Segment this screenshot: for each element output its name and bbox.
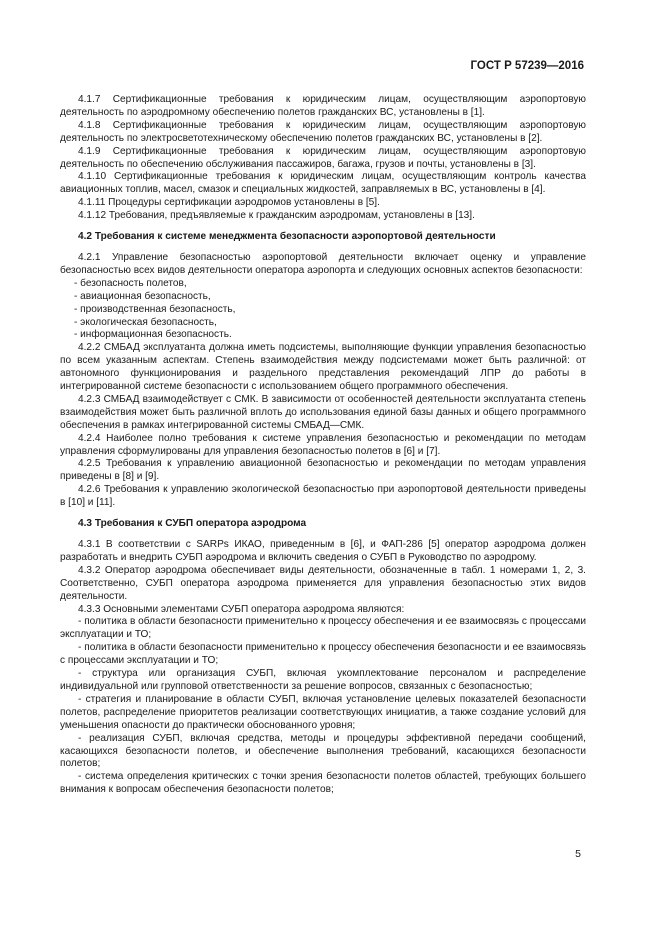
list-item: - политика в области безопасности применительно к процессу обеспечения и ее взаимосвязь с процессами эксплуатации и ТО; [60, 616, 586, 641]
list-item: - безопасность полетов, [74, 277, 187, 289]
list-item: - экологическая безопасность, [74, 316, 217, 328]
document-code: ГОСТ Р 57239—2016 [470, 60, 584, 72]
paragraph-4-2-1: 4.2.1 Управление безопасностью аэропортовой деятельности включает оценку и управление безопасностью всех видов деятельности оператора аэропорта и следующих основных аспектов безопасности: [60, 251, 586, 276]
paragraph-4-2-5: 4.2.5 Требования к управлению авиационной безопасностью и рекомендации по методам управления приведены в [8] и [9]. [60, 458, 586, 483]
paragraph-4-2-4: 4.2.4 Наиболее полно требования к системе управления безопасностью и рекомендации по методам управления сформулированы для управления безопасностью полетов в [6] и [7]. [60, 432, 586, 457]
paragraph-4-1-8: 4.1.8 Сертификационные требования к юридическим лицам, осуществляющим аэропортовую деятельность по электросветотехническому обеспечению полетов гражданских ВС, установлены в [2]. [60, 119, 586, 144]
paragraph-4-2-3: 4.2.3 СМБАД взаимодействует с СМК. В зависимости от особенностей деятельности эксплуатанта степень взаимодействия может быть различной вплоть до использования единой базы данных и общего программного обеспечения в рамках интегрированной системы СМБАД—СМК. [60, 393, 586, 431]
paragraph-4-2-6: 4.2.6 Требования к управлению экологической безопасностью при аэропортовой деятельности приведены в [10] и [11]. [60, 484, 586, 509]
list-item: - стратегия и планирование в области СУБП, включая установление целевых показателей безопасности полетов, распределение приоритетов реализации соответствующих инициатив, а также создание условий для уменьшения опасности до практически обоснованного уровня; [60, 693, 586, 731]
paragraph-4-1-7: 4.1.7 Сертификационные требования к юридическим лицам, осуществляющим аэропортовую деятельность по аэродромному обеспечению полетов гражданских ВС, установлены в [1]. [60, 94, 586, 118]
paragraph-4-3-3: 4.3.3 Основными элементами СУБП оператора аэродрома являются: [78, 603, 405, 615]
paragraph-4-1-11: 4.1.11 Процедуры сертификации аэродромов установлены в [5]. [78, 197, 380, 209]
paragraph-4-2-2: 4.2.2 СМБАД эксплуатанта должна иметь подсистемы, выполняющие функции управления безопасностью по всем указанным аспектам. Степень взаимодействия между подсистемами может быть различной: от автономного функционирования и раздельного представления рекомендаций ЛПР до работы в интегрированной системе безопасности с использованием общего программного обеспечения. [60, 342, 586, 393]
list-item: - производственная безопасность, [74, 303, 236, 315]
page-body [60, 94, 586, 797]
paragraph-4-3-1: 4.3.1 В соответствии с SARPs ИКАО, приведенным в [6], и ФАП-286 [5] оператор аэродрома должен разработать и внедрить СУБП аэродрома и включить сведения о СУБП в Руководство по аэродрому. [60, 539, 586, 563]
paragraph-4-1-10: 4.1.10 Сертификационные требования к юридическим лицам, осуществляющим контроль качества авиационных топлив, масел, смазок и специальных жидкостей, заправляемых в ВС, установлены в [4]. [60, 171, 586, 196]
list-item: - авиационная безопасность, [74, 290, 211, 302]
paragraph-4-3-2: 4.3.2 Оператор аэродрома обеспечивает виды деятельности, обозначенные в табл. 1 номерами 1, 2, 3. Соответственно, СУБП оператора аэродрома применяется для управления безопасностью этих видов деятельности. [60, 564, 586, 602]
list-item: - структура или организация СУБП, включая укомплектование персоналом и распределение индивидуальной или групповой ответственности за решение вопросов, связанных с безопасностью; [60, 668, 586, 692]
list-item: - информационная безопасность. [74, 329, 232, 341]
paragraph-4-1-12: 4.1.12 Требования, предъявляемые к гражданским аэродромам, установлены в [13]. [78, 210, 475, 222]
paragraph-4-1-9: 4.1.9 Сертификационные требования к юридическим лицам, осуществляющим аэропортовую деятельность по обеспечению обслуживания пассажиров, багажа, грузов и почты, установлены в [3]. [60, 145, 586, 170]
section-heading-4-2: 4.2 Требования к системе менеджмента безопасности аэропортовой деятельности [78, 231, 496, 243]
section-heading-4-3: 4.3 Требования к СУБП оператора аэродрома [78, 518, 307, 530]
list-item: - система определения критических с точки зрения безопасности полетов областей, требующих большего внимания к вопросам обеспечения безопасности полетов; [60, 771, 586, 796]
list-item: - реализация СУБП, включая средства, методы и процедуры эффективной передачи сообщений, касающихся безопасности полетов, и обеспечение выполнения требований, касающихся безопасности полетов; [60, 732, 586, 770]
page-number: 5 [575, 848, 581, 860]
list-item: - политика в области безопасности применительно к процессу обеспечения безопасности и ее взаимосвязь с процессами эксплуатации и ТО; [60, 642, 586, 667]
